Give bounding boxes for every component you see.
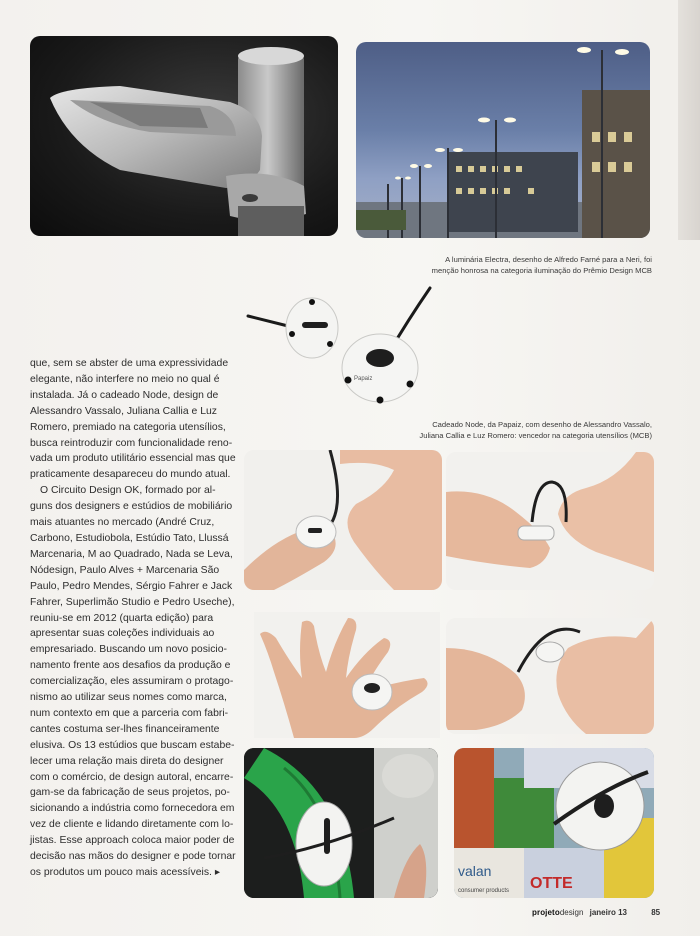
adjacent-page-edge [678,0,700,240]
node-brand-label: Papaiz [354,376,373,382]
article-line: empresariado. Buscando um novo posicio- [30,644,227,656]
article-line: elusiva. Os 13 estúdios que buscam estabe- [30,739,235,751]
article-line: nismo ao utilizar seus nomes como marca, [30,692,227,704]
article-line: comercialização, eles assumiram o protago- [30,676,234,688]
article-line: busca reintroduzir com funcionalidade reno- [30,437,233,449]
article-line: Alessandro Vassalo, Juliana Callia e Luz [30,405,217,417]
photo-hands-opening-padlock [244,450,442,590]
article-line: mais atuantes no mercado (André Cruz, [30,517,215,529]
article-line: Paulo, Pedro Mendes, Sérgio Fahrer e Jack [30,580,233,592]
article-line: jistas. Esse approach coloca maior poder de [30,835,235,847]
article-line: Nódesign, Paulo Alves + Marcenaria São [30,564,220,576]
article-line: com o comércio, de design autoral, encarre- [30,771,234,783]
page-footer [532,908,660,917]
article-line: Fahrer, Superlimão Studio e Pedro Useche), [30,596,235,608]
article-line-last [30,865,236,881]
article-line: reuniu-se em 2012 (quarta edição) para [30,612,214,624]
photo-streetlights-dusk [356,42,650,238]
article-line: os produtos um pouco mais acessíveis. [30,867,212,878]
caption-node-line-1: Cadeado Node, da Papaiz, com desenho de Alessandro Vassalo, [432,420,652,429]
photo-hands-locking-padlock [446,618,654,734]
photo-padlock-in-shop [454,748,654,898]
article-line: num contexto em que a parceria com fabri- [30,707,229,719]
article-line: praticamente desapareceu do mundo atual. [30,469,231,481]
article-line: que, sem se abster de uma expressividade [30,358,229,369]
article-line: lecer uma relação mais direta do designer [30,755,224,767]
article-line: instalada. Já o cadeado Node, design de [30,389,219,401]
photo-hands-closing-padlock [446,452,654,590]
article-line: elegante, não interfere no meio no qual é [30,373,220,385]
article-line: sicionando a indústria como fornecedora em [30,803,235,815]
photo-padlock-in-palm [254,612,440,738]
caption-node [312,419,652,441]
article-line: gam-se da fabricação de seus projetos, po- [30,787,230,799]
article-line: O Circuito Design OK, formado por al- [40,485,216,497]
shop-sign-subtext: consumer products [458,888,510,894]
article-line: guns dos designers e estúdios de mobiliário [30,501,233,513]
shop-sign-text-3: OTTE [530,875,573,892]
article-line: decisão nas mãos do designer e pode tornar [30,851,236,863]
photo-padlock-on-green-strap [244,748,438,898]
article-line: vada um produto utilitário essencial mas que [30,453,236,465]
article-line: Romero, premiado na categoria utensílios, [30,421,226,433]
issue-date: janeiro 13 [589,908,627,917]
caption-node-line-2: Juliana Callia e Luz Romero: vencedor na categoria utensílios (MCB) [419,431,652,440]
article-line: Marcenaria, M ao Quadrado, Nada se Leva, [30,548,233,560]
shop-sign-text: valan [458,863,492,879]
caption-electra-line-1: A luminária Electra, desenho de Alfredo Farné para a Neri, foi [445,255,652,264]
article-line: namento frente aos desafios da produção e [30,660,231,672]
article-line: cantes costuma ser-lhes financeiramente [30,723,220,735]
page-number: 85 [651,908,661,917]
photo-electra-luminaire [30,36,338,236]
article-line: Carbono, Estudiobola, Estúdio Tato, Llussá [30,532,229,544]
article-body [30,356,236,881]
caption-electra-line-2: menção honrosa na categoria iluminação do Prêmio Design MCB [431,266,652,275]
article-line: apresentar suas coleções individuais ao [30,628,215,640]
article-line: vez de cliente e lidando diretamente com lo- [30,819,234,831]
magazine-name: projeto [532,908,560,917]
photo-node-padlocks [240,272,455,412]
magazine-name-suffix: design [559,908,584,917]
continue-arrow-icon: ▸ [214,867,221,878]
